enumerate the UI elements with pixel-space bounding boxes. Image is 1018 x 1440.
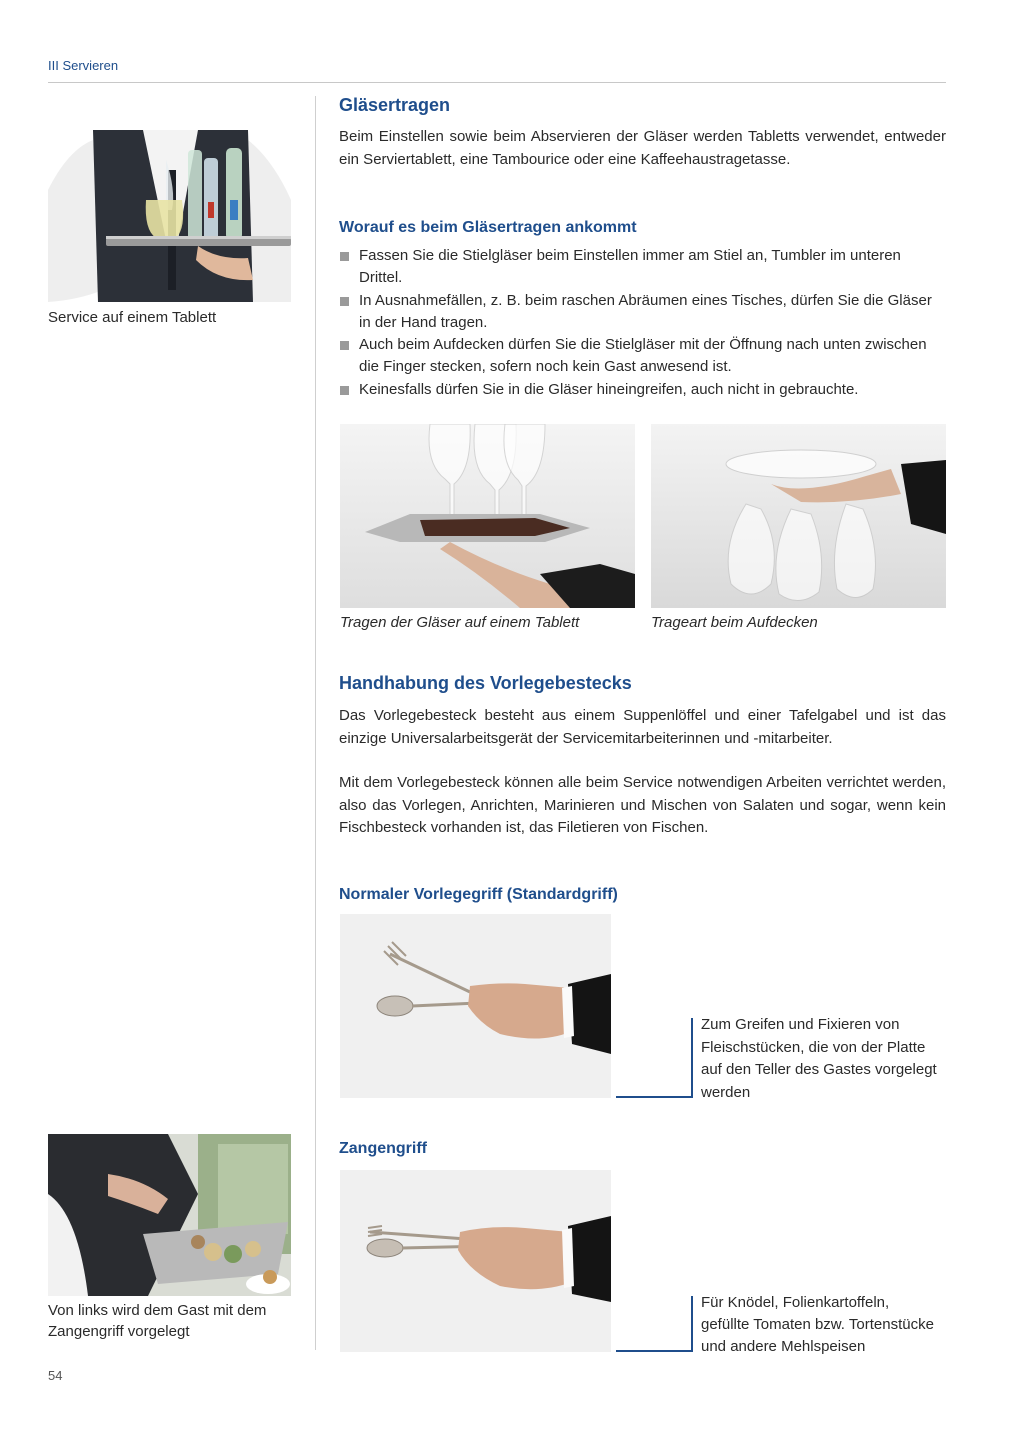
photo-caption: Von links wird dem Gast mit dem Zangengriff vorgelegt [48, 1302, 267, 1340]
subsection-title: Zangengriff [339, 1140, 427, 1157]
page-number: 54 [48, 1368, 63, 1383]
callout-note: Für Knödel, Folienkartoffeln, gefüllte Tomaten bzw. Tortenstücke und andere Mehlspeisen [701, 1294, 934, 1355]
callout-note: Zum Greifen und Fixieren von Fleischstücken, die von der Platte auf den Teller des Gastes vorgelegt werden [701, 1016, 937, 1101]
list-item: Keinesfalls dürfen Sie in die Gläser hineingreifen, auch nicht in gebrauchte. [340, 379, 946, 401]
subsection-title: Normaler Vorlegegriff (Standardgriff) [339, 886, 618, 903]
photo-caption: Tragen der Gläser auf einem Tablett [340, 614, 580, 631]
standard-grip-photo [340, 914, 611, 1098]
header-divider [48, 82, 946, 83]
photo-caption: Trageart beim Aufdecken [651, 614, 818, 631]
intro-paragraph: Beim Einstellen sowie beim Abservieren der Gläser werden Tabletts verwendet, entweder ein Serviertablett, eine Tambourice oder eine Kaffeehaustragetasse. [339, 128, 946, 168]
glasses-tray-photo [340, 424, 635, 608]
tongs-grip-photo [340, 1170, 611, 1352]
list-item: Fassen Sie die Stielgläser beim Einstellen immer am Stiel an, Tumbler im unteren Drittel. [340, 245, 946, 290]
list-item: In Ausnahmefällen, z. B. beim raschen Abräumen eines Tisches, dürfen Sie die Gläser in der Hand tragen. [340, 290, 946, 335]
running-header: III Servieren [48, 58, 119, 73]
tongs-serving-photo [48, 1134, 291, 1296]
paragraph: Mit dem Vorlegebesteck können alle beim Service notwendigen Arbeiten verrichtet werden, also das Vorlegen, Anrichten, Marinieren und Mischen von Salaten und sogar, wenn kein Fischbesteck vorhanden ist, das Filetieren von Fischen. [339, 774, 946, 836]
subsection-title: Worauf es beim Gläsertragen ankommt [339, 219, 637, 236]
waiter-tray-photo [48, 130, 291, 302]
paragraph: Das Vorlegebesteck besteht aus einem Suppenlöffel und einer Tafelgabel und ist das einzige Universalarbeitsgerät der Servicemitarbeiterinnen und -mitarbeiter. [339, 707, 946, 747]
photo-caption: Service auf einem Tablett [48, 309, 217, 326]
callout-line [691, 1018, 693, 1098]
section-title: Gläsertragen [339, 95, 451, 115]
column-divider [315, 96, 316, 1350]
callout-line [616, 1350, 693, 1352]
bullet-list [340, 245, 946, 401]
glasses-fingers-photo [651, 424, 946, 608]
section-title: Handhabung des Vorlegebestecks [339, 673, 632, 693]
list-item: Auch beim Aufdecken dürfen Sie die Stielgläser mit der Öffnung nach unten zwischen die Finger stecken, sofern noch kein Gast anwesend ist. [340, 334, 946, 379]
callout-line [616, 1096, 693, 1098]
callout-line [691, 1296, 693, 1352]
